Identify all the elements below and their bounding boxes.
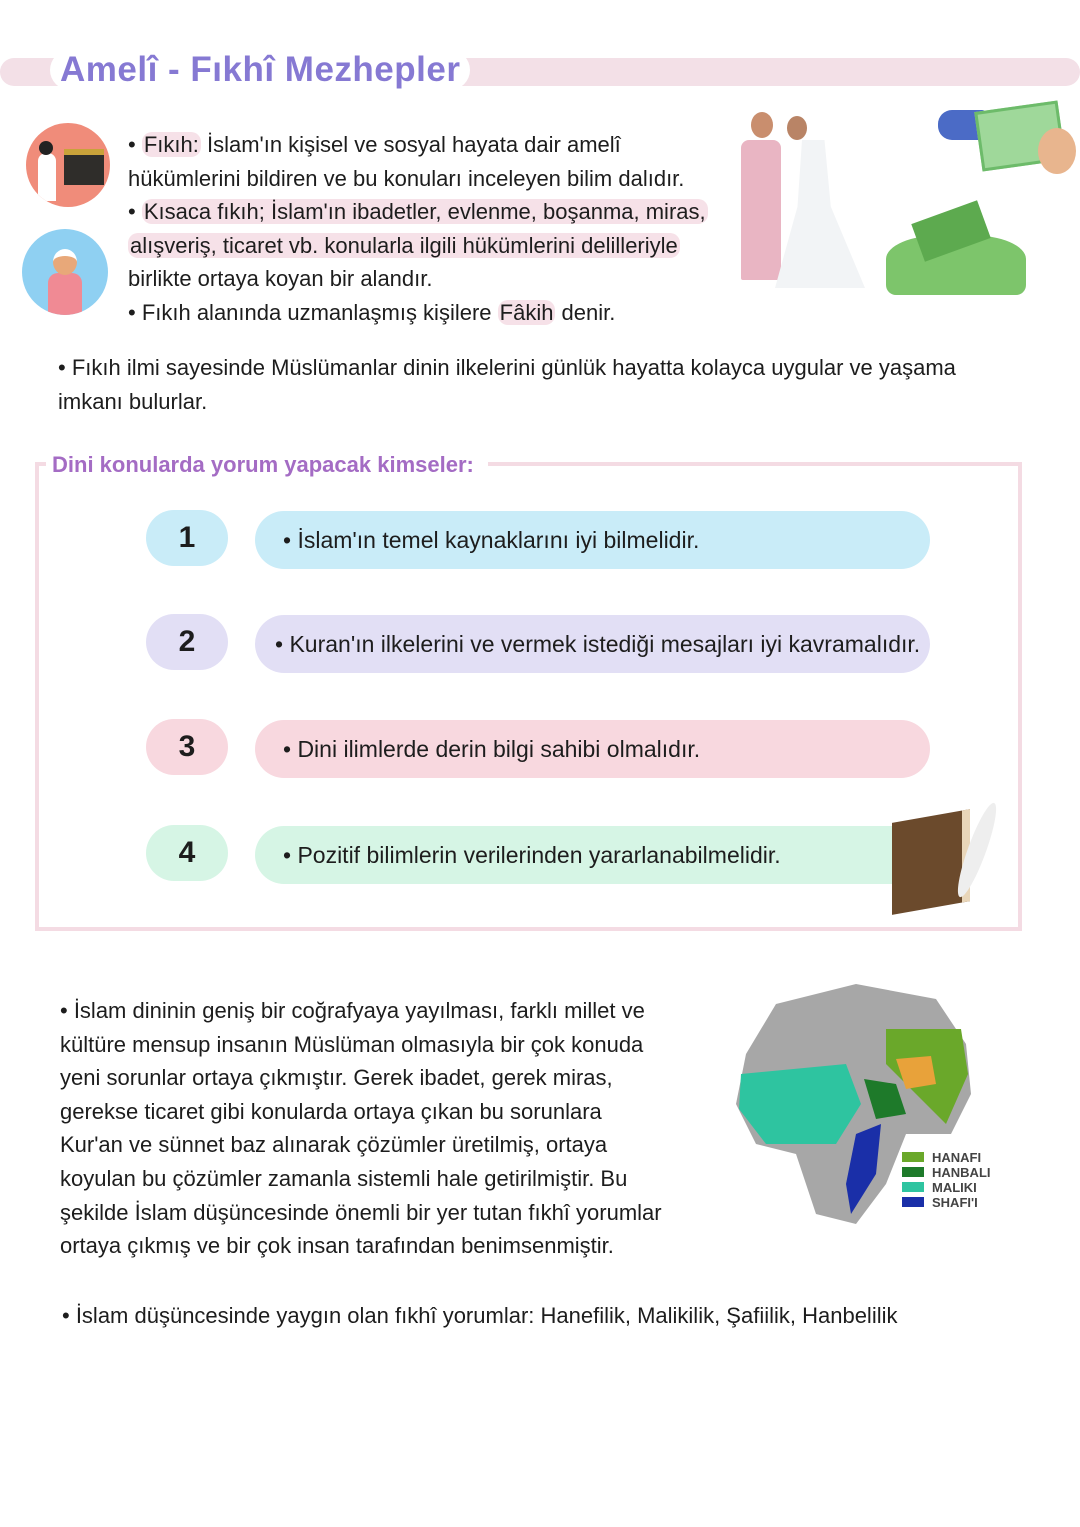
- intro-line: • Kısaca fıkıh; İslam'ın ibadetler, evlenme, boşanma, miras,: [128, 199, 706, 225]
- text-line: • İslam dininin geniş bir coğrafyaya yayılması, farklı millet ve: [60, 998, 645, 1023]
- money-hand-illustration: [938, 100, 1076, 180]
- box-heading: Dini konularda yorum yapacak kimseler:: [46, 452, 488, 478]
- text-line: yeni sorunlar ortaya çıkmıştır. Gerek ibadet, gerek miras,: [60, 1065, 613, 1091]
- text-line: koyulan bu çözümler zamanla sistemli hale getirilmiştir. Bu: [60, 1165, 628, 1191]
- intro-line: • Fıkıh: İslam'ın kişisel ve sosyal hayata dair amelî: [128, 132, 621, 157]
- legend-item: MALIKI: [902, 1180, 991, 1194]
- intro-line: birlikte ortaya koyan bir alandır.: [128, 266, 433, 292]
- intro-text: [128, 128, 708, 330]
- legend-item: HANAFI: [902, 1150, 991, 1164]
- requirement-item: • Dini ilimlerde derin bilgi sahibi olmalıdır.: [255, 720, 930, 778]
- text-line: ortaya çıkmış ve bir çok insan tarafından benimsenmiştir.: [60, 1233, 614, 1259]
- text-line: • Fıkıh ilmi sayesinde Müslümanlar dinin ilkelerini günlük hayatta kolayca uygular ve yaşama: [58, 355, 956, 380]
- intro-line: hükümlerini bildiren ve bu konuları inceleyen bilim dalıdır.: [128, 165, 685, 191]
- legend-item: HANBALI: [902, 1165, 991, 1179]
- legend-item: SHAFI'I: [902, 1195, 991, 1209]
- item-number: 2: [146, 614, 228, 670]
- map-region-maliki: [739, 1064, 861, 1144]
- item-number: 1: [146, 510, 228, 566]
- item-number: 3: [146, 719, 228, 775]
- cash-pile-illustration: [886, 205, 1026, 295]
- text-line: şekilde İslam düşüncesinde önemli bir yer tutan fıkhî yorumlar: [60, 1199, 662, 1225]
- wedding-couple-illustration: [735, 110, 875, 290]
- praying-man-icon: [22, 229, 108, 315]
- book-quill-illustration: [886, 796, 1010, 916]
- page-title: Amelî - Fıkhî Mezhepler: [50, 50, 470, 90]
- intro-line: alışveriş, ticaret vb. konularla ilgili hükümlerini delilleriyle: [130, 232, 678, 258]
- item-number: 4: [146, 825, 228, 881]
- requirement-item: • Kuran'ın ilkelerini ve vermek istediği mesajları iyi kavramalıdır.: [255, 615, 930, 673]
- kaaba-pilgrim-icon: [26, 123, 110, 207]
- text-line: kültüre mensup insanın Müslüman olmasıyla bir çok konuda: [60, 1031, 644, 1057]
- last-line: • İslam düşüncesinde yaygın olan fıkhî yorumlar: Hanefilik, Malikilik, Şafiilik, Hanbelilik: [62, 1303, 898, 1328]
- requirement-item: • İslam'ın temel kaynaklarını iyi bilmelidir.: [255, 511, 930, 569]
- map-legend: [902, 1150, 991, 1209]
- text-line: Kur'an ve sünnet baz alınarak çözümler üretilmiş, ortaya: [60, 1132, 608, 1158]
- text-line: imkanı bulurlar.: [58, 388, 208, 414]
- paragraph-2: [60, 994, 662, 1263]
- text-line: gerekse ticaret gibi konularda ortaya çıkan bu sorunlara: [60, 1098, 602, 1124]
- intro-line: • Fıkıh alanında uzmanlaşmış kişilere Fâkih denir.: [128, 299, 616, 325]
- requirement-item: • Pozitif bilimlerin verilerinden yararlanabilmelidir.: [255, 826, 930, 884]
- paragraph-1: [58, 351, 956, 418]
